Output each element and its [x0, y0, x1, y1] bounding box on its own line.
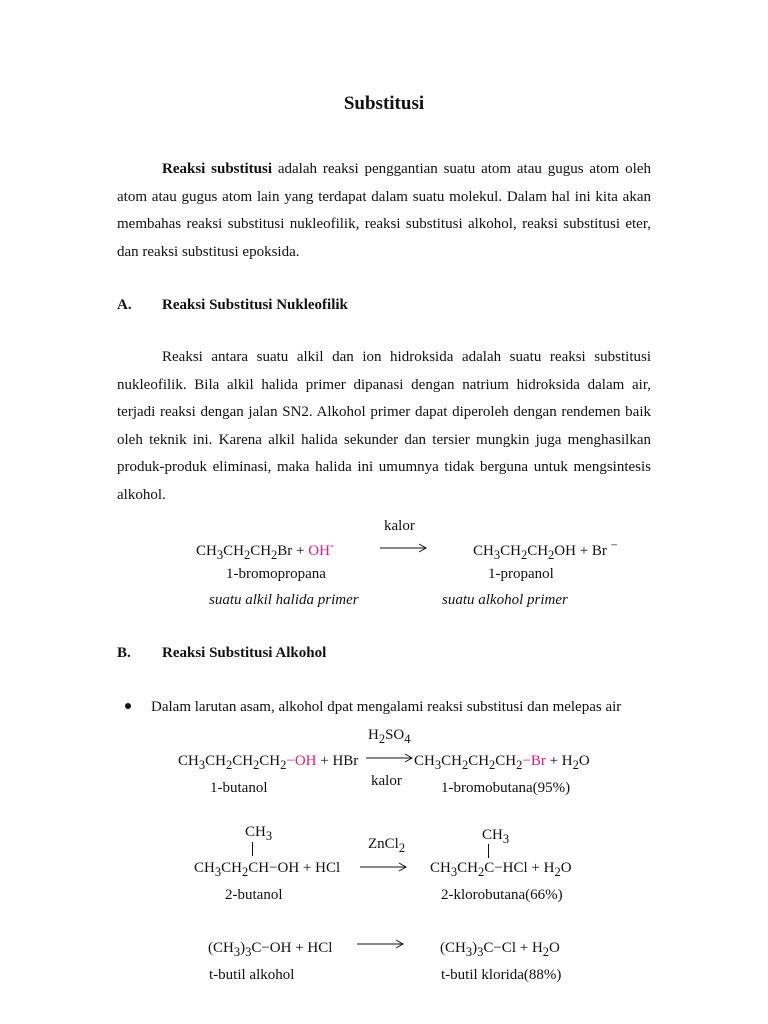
- intro-bold-term: Reaksi substitusi: [162, 161, 273, 177]
- reaction-a-product: $CH_3CH_2CH_2OH + Br$ −: [473, 538, 618, 562]
- reaction-b2-reactant-name: 2-butanol: [225, 887, 283, 903]
- reaction-b2-reactant: $CH_3CH_2CH-OH$ + HCl: [194, 860, 341, 879]
- reaction-b2-reactant-bond: [252, 842, 253, 856]
- reaction-b2-product-bond: [488, 844, 489, 858]
- section-a-letter: A.: [117, 297, 132, 313]
- bullet-icon: [125, 703, 131, 709]
- reaction-b3-arrow-icon: [357, 938, 405, 950]
- reaction-a-arrow-icon: [380, 542, 428, 554]
- reaction-b1-condition: kalor: [371, 773, 402, 789]
- reaction-b1-arrow-icon: [366, 752, 414, 764]
- reaction-b1-reactant: $CH_3CH_2CH_2CH_2-OH$ + HBr: [178, 753, 359, 772]
- reaction-b3-product: $(CH_3)_3C-Cl + H_2O$: [440, 940, 560, 959]
- reaction-a-reactant: $CH_3CH_2CH_2Br + OH^-$: [196, 538, 335, 562]
- reaction-a-reactant-desc: suatu alkil halida primer: [209, 592, 359, 608]
- reaction-b3-product-name: t-butil klorida(88%): [441, 967, 562, 983]
- reaction-b2-product: $CH_3CH_2C-HCl + H_2O$: [430, 860, 572, 879]
- section-a-heading: Reaksi Substitusi Nukleofilik: [162, 297, 348, 313]
- page-title: Substitusi: [343, 93, 425, 114]
- section-b-letter: B.: [117, 645, 131, 661]
- reaction-b3-reactant: $(CH_3)_3C-OH$ + HCl: [208, 940, 333, 959]
- reaction-b1-product: $CH_3CH_2CH_2CH_2-Br + H_2O$: [414, 753, 590, 772]
- section-a-paragraph: [117, 344, 651, 509]
- reaction-b2-product-methyl: $CH_3$: [482, 827, 510, 846]
- reaction-b3-reactant-name: t-butil alkohol: [209, 967, 295, 983]
- reaction-b1-product-name: 1-bromobutana(95%): [441, 780, 571, 796]
- reaction-a-condition: kalor: [384, 518, 415, 534]
- reaction-a-reactant-name: 1-bromopropana: [226, 566, 326, 582]
- reaction-b2-reactant-methyl: $CH_3$: [245, 824, 273, 843]
- intro-text: adalah reaksi penggantian suatu atom atau gugus atom oleh atom atau gugus atom lain yang terdapat dalam suatu molekul. Dalam hal ini kita akan membahas reaksi substitusi nukleofilik, reaksi substitusi alkohol, reaksi substitusi eter, dan reaksi substitusi epoksida.: [117, 161, 651, 260]
- reaction-b2-catalyst: ZnCl$_2$: [368, 836, 406, 855]
- section-b-bullet-text: Dalam larutan asam, alkohol dpat mengalami reaksi substitusi dan melepas air: [151, 699, 622, 715]
- section-a-paragraph-text: Reaksi antara suatu alkil dan ion hidroksida adalah suatu reaksi substitusi nukleofilik. Bila alkil halida primer dipanasi dengan natrium hidroksida dalam air, terjadi reaksi dengan jalan SN2. Alkohol primer dapat diperoleh dengan rendemen baik oleh teknik ini. Karena alkil halida sekunder dan tersier mungkin juga menghasilkan produk-produk eliminasi, maka halida ini umumnya tidak berguna untuk mengsintesis alkohol.: [117, 349, 651, 503]
- reaction-b1-catalyst: $H_2SO_4$: [368, 727, 411, 746]
- section-b-heading: Reaksi Substitusi Alkohol: [162, 645, 327, 661]
- reaction-a-product-name: 1-propanol: [488, 566, 554, 582]
- reaction-b2-product-name: 2-klorobutana(66%): [441, 887, 563, 903]
- reaction-a-product-desc: suatu alkohol primer: [442, 592, 568, 608]
- reaction-b1-reactant-name: 1-butanol: [210, 780, 268, 796]
- intro-paragraph: [117, 156, 651, 266]
- reaction-b2-arrow-icon: [360, 861, 408, 873]
